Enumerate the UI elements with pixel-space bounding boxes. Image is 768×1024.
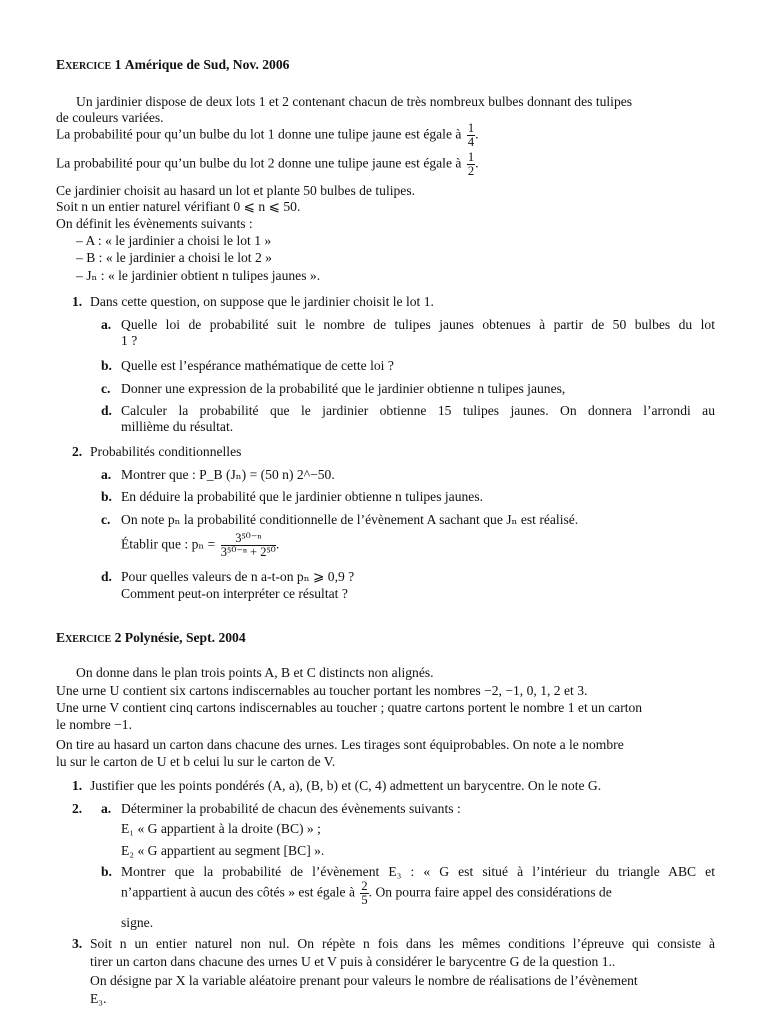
ex1-n-definition: Soit n un entier naturel vérifiant 0 ⩽ n ⩽ 50. bbox=[56, 199, 301, 214]
ex1-prob-lot2: La probabilité pour qu’un bulbe du lot 2 donne une tulipe jaune est égale à $\frac{1}{2}$ . bbox=[56, 150, 479, 178]
ex1-q1b-label: b. bbox=[101, 358, 112, 373]
ex1-q2a-text: Montrer que : P_B (Jₙ) = (50 n) 2^−50. bbox=[121, 467, 335, 482]
ex1-q2c-label: c. bbox=[101, 512, 111, 527]
exercise-1-source: Amérique de Sud, Nov. 2006 bbox=[124, 57, 290, 72]
ex1-q1d-text: Calculer la probabilité que le jardinier obtienne 15 tulipes jaunes. On donnera l’arrondi au bbox=[121, 403, 715, 418]
fraction-one-quarter bbox=[467, 122, 475, 149]
exercise-2-title: Exercice 2 bbox=[56, 630, 122, 645]
fraction-denominator: 3⁵⁰⁻ⁿ + 2⁵⁰ bbox=[220, 545, 276, 559]
ex2-line-3: Une urne V contient cinq cartons indiscernables au toucher ; quatre cartons portent le nombre 1 et un carton bbox=[56, 700, 643, 715]
ex1-q1-number: 1. bbox=[72, 294, 83, 309]
ex1-q1a-text: Quelle loi de probabilité suit le nombre de tulipes jaunes obtenues à partir de 50 bulbes du lot bbox=[121, 317, 715, 332]
ex1-prob-lot2-text: La probabilité pour qu’un bulbe du lot 2 donne une tulipe jaune est égale à bbox=[56, 155, 462, 171]
exercise-2-heading bbox=[56, 630, 246, 646]
ex1-q1d-label: d. bbox=[101, 403, 112, 418]
ex2-q2b-text: Montrer que la probabilité de l’évènement E₃ : « G est situé à l’intérieur du triangle ABC et bbox=[121, 864, 715, 879]
exercise-1-heading bbox=[56, 57, 289, 73]
ex1-q2-number: 2. bbox=[72, 444, 83, 459]
fraction-two-fifths bbox=[360, 880, 368, 907]
ex1-q1a-label: a. bbox=[101, 317, 112, 332]
ex1-q1a-cont: 1 ? bbox=[121, 333, 138, 348]
ex1-event-b: – B : « le jardinier a choisi le lot 2 » bbox=[76, 250, 272, 265]
exercise-2-source: Polynésie, Sept. 2004 bbox=[124, 630, 246, 645]
ex1-event-jn: – Jₙ : « le jardinier obtient n tulipes jaunes ». bbox=[76, 268, 321, 283]
fraction-pn bbox=[221, 532, 276, 559]
ex2-q2-number: 2. bbox=[72, 801, 83, 816]
ex1-intro-cont: de couleurs variées. bbox=[56, 110, 164, 125]
ex2-q2b-line2 bbox=[121, 880, 715, 907]
ex1-q2c-formula-lead: Établir que : pₙ = bbox=[121, 536, 216, 552]
ex1-intro: Un jardinier dispose de deux lots 1 et 2 contenant chacun de très nombreux bulbes donnant des tulipes bbox=[76, 94, 633, 109]
ex2-line-6: lu sur le carton de U et b celui lu sur le carton de V. bbox=[56, 754, 336, 769]
fraction-numerator: 2 bbox=[361, 879, 368, 893]
fraction-denominator: 4 bbox=[467, 135, 475, 149]
ex1-q1d-cont: millième du résultat. bbox=[121, 419, 234, 434]
ex1-q2-text: Probabilités conditionnelles bbox=[90, 444, 242, 459]
ex1-q2b-label: b. bbox=[101, 489, 112, 504]
ex2-q1-text: Justifier que les points pondérés (A, a), (B, b) et (C, 4) admettent un barycentre. On le note G. bbox=[90, 778, 602, 793]
ex1-q2c-formula: Établir que : pₙ = $\frac{\text{3⁵⁰⁻ⁿ}}{\text{3⁵⁰⁻ⁿ + 2⁵⁰}}$ . bbox=[121, 531, 280, 559]
ex2-q3-line2: tirer un carton dans chacune des urnes U et V puis à considérer le barycentre G de la question 1.. bbox=[90, 954, 616, 969]
fraction-one-half bbox=[467, 151, 475, 178]
ex2-q2a-label: a. bbox=[101, 801, 112, 816]
fraction-numerator: 1 bbox=[467, 150, 475, 164]
ex2-q2b-cont: signe. bbox=[121, 915, 154, 930]
ex2-line-4: le nombre −1. bbox=[56, 717, 132, 732]
ex2-q2b-line2-tail: . On pourra faire appel des considérations de bbox=[368, 884, 612, 900]
ex2-q2b-label: b. bbox=[101, 864, 112, 879]
ex2-line-2: Une urne U contient six cartons indiscernables au toucher portant les nombres −2, −1, 0, 1, 2 et 3. bbox=[56, 683, 588, 698]
ex1-q1-text: Dans cette question, on suppose que le jardinier choisit le lot 1. bbox=[90, 294, 434, 309]
ex2-q3-text: Soit n un entier naturel non nul. On répète n fois dans les mêmes conditions l’épreuve qui consiste à bbox=[90, 936, 715, 951]
ex1-q1b-text: Quelle est l’espérance mathématique de cette loi ? bbox=[121, 358, 394, 373]
fraction-denominator: 5 bbox=[361, 893, 368, 907]
ex2-line-1: On donne dans le plan trois points A, B et C distincts non alignés. bbox=[76, 665, 434, 680]
exercise-1-title: Exercice 1 bbox=[56, 57, 122, 72]
ex2-q1-number: 1. bbox=[72, 778, 83, 793]
fraction-numerator: 3⁵⁰⁻ⁿ bbox=[221, 532, 276, 546]
ex2-q2a-text: Déterminer la probabilité de chacun des évènements suivants : bbox=[121, 801, 461, 816]
ex2-q2b-line2-text: n’appartient à aucun des côtés » est égale à bbox=[121, 884, 356, 900]
ex2-q3-line4: E₃. bbox=[90, 991, 107, 1006]
ex1-q2a-label: a. bbox=[101, 467, 112, 482]
ex1-q2d-text: Pour quelles valeurs de n a-t-on pₙ ⩾ 0,9 ? bbox=[121, 569, 355, 584]
ex2-q3-number: 3. bbox=[72, 936, 83, 951]
ex1-choice: Ce jardinier choisit au hasard un lot et plante 50 bulbes de tulipes. bbox=[56, 183, 416, 198]
fraction-denominator: 2 bbox=[467, 164, 475, 178]
ex2-q2a-event-e2: E₂ « G appartient au segment [BC] ». bbox=[121, 843, 325, 858]
ex1-q2d-cont: Comment peut-on interpréter ce résultat ? bbox=[121, 586, 348, 601]
ex2-q2a-event-e1: E₁ « G appartient à la droite (BC) » ; bbox=[121, 821, 321, 836]
fraction-numerator: 1 bbox=[467, 121, 475, 135]
ex1-prob-lot1-text: La probabilité pour qu’un bulbe du lot 1 donne une tulipe jaune est égale à bbox=[56, 126, 462, 142]
ex1-q1c-text: Donner une expression de la probabilité que le jardinier obtienne n tulipes jaunes, bbox=[121, 381, 566, 396]
ex1-q2b-text: En déduire la probabilité que le jardinier obtienne n tulipes jaunes. bbox=[121, 489, 484, 504]
ex2-line-5: On tire au hasard un carton dans chacune des urnes. Les tirages sont équiprobables. On note a le nombre bbox=[56, 737, 624, 752]
ex1-q1c-label: c. bbox=[101, 381, 111, 396]
ex1-q2c-text: On note pₙ la probabilité conditionnelle de l’évènement A sachant que Jₙ est réalisé. bbox=[121, 512, 579, 527]
ex1-prob-lot1: La probabilité pour qu’un bulbe du lot 1 donne une tulipe jaune est égale à $\frac{1}{4}$ . bbox=[56, 121, 479, 149]
ex1-q2d-label: d. bbox=[101, 569, 112, 584]
ex1-event-a: – A : « le jardinier a choisi le lot 1 » bbox=[76, 233, 272, 248]
ex2-q3-line3: On désigne par X la variable aléatoire prenant pour valeurs le nombre de réalisations de l’évènement bbox=[90, 973, 638, 988]
ex1-events-intro: On définit les évènements suivants : bbox=[56, 216, 253, 231]
